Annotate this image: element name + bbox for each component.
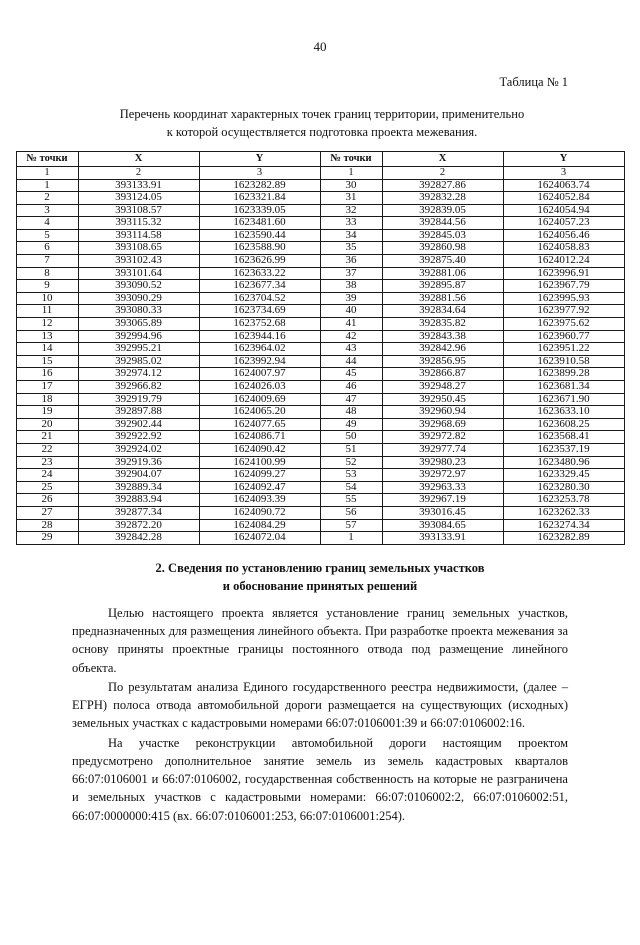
cell-point-left: 21 <box>16 431 78 444</box>
cell-x-left: 392919.36 <box>78 456 199 469</box>
cell-x-left: 392919.79 <box>78 393 199 406</box>
section-heading <box>70 559 570 595</box>
cell-point-right: 50 <box>320 431 382 444</box>
cell-y-left: 1623321.84 <box>199 192 320 205</box>
cell-y-right: 1624057.23 <box>503 217 624 230</box>
table-row <box>16 431 624 444</box>
table-row <box>16 192 624 205</box>
cell-point-left: 15 <box>16 355 78 368</box>
cell-point-right: 57 <box>320 519 382 532</box>
cell-y-left: 1624084.29 <box>199 519 320 532</box>
cell-y-right: 1623671.90 <box>503 393 624 406</box>
cell-point-left: 27 <box>16 506 78 519</box>
cell-x-right: 392963.33 <box>382 481 503 494</box>
column-header-x-left: X <box>78 151 199 166</box>
cell-x-left: 393090.52 <box>78 280 199 293</box>
cell-x-left: 393133.91 <box>78 179 199 192</box>
table-row <box>16 456 624 469</box>
cell-x-right: 392948.27 <box>382 381 503 394</box>
cell-x-right: 392866.87 <box>382 368 503 381</box>
paragraph-egrn-analysis: По результатам анализа Единого государственного реестра недвижимости, (далее – ЕГРН) полоса отвода автомобильной дороги размещается на существующих (исходных) земельных участках с кадастровыми номерами 66:07:0106001:39 и 66:07:0106002:16. <box>72 679 568 731</box>
cell-point-right: 47 <box>320 393 382 406</box>
column-number-1: 1 <box>16 166 78 179</box>
table-title <box>74 106 570 142</box>
cell-point-left: 5 <box>16 229 78 242</box>
cell-x-left: 393102.43 <box>78 255 199 268</box>
cell-x-right: 393133.91 <box>382 532 503 545</box>
cell-y-right: 1624054.94 <box>503 204 624 217</box>
cell-x-right: 392972.82 <box>382 431 503 444</box>
cell-point-right: 34 <box>320 229 382 242</box>
column-number-2: 2 <box>78 166 199 179</box>
cell-y-right: 1624056.46 <box>503 229 624 242</box>
cell-x-right: 392856.95 <box>382 355 503 368</box>
cell-x-right: 392845.03 <box>382 229 503 242</box>
table-row <box>16 242 624 255</box>
cell-y-left: 1623481.60 <box>199 217 320 230</box>
cell-y-right: 1623480.96 <box>503 456 624 469</box>
cell-x-left: 392897.88 <box>78 406 199 419</box>
cell-y-left: 1623734.69 <box>199 305 320 318</box>
cell-y-right: 1623960.77 <box>503 330 624 343</box>
cell-x-left: 392985.02 <box>78 355 199 368</box>
cell-x-left: 393065.89 <box>78 318 199 331</box>
cell-point-right: 51 <box>320 443 382 456</box>
cell-x-left: 392877.34 <box>78 506 199 519</box>
cell-x-left: 393115.32 <box>78 217 199 230</box>
cell-x-left: 393114.58 <box>78 229 199 242</box>
cell-point-left: 14 <box>16 343 78 356</box>
cell-y-left: 1623944.16 <box>199 330 320 343</box>
paragraph-additional-land: На участке реконструкции автомобильной дороги настоящим проектом предусмотрено дополнительное занятие земель из земель кадастровых кварталов 66:07:0106001 и 66:07:0106002, государственная собственность на которые не разграничена и земельных участков с кадастровыми номерами: 66:07:0106002:2, 66:07:0106002:51, 66:07:0000000:415 (вх. 66:07:0106001:253, 66:07:0106001:254). <box>72 735 568 823</box>
cell-y-right: 1623253.78 <box>503 494 624 507</box>
cell-point-right: 39 <box>320 292 382 305</box>
table-title-line-1: Перечень координат характерных точек границ территории, применительно <box>119 107 525 121</box>
cell-x-right: 392839.05 <box>382 204 503 217</box>
cell-point-left: 29 <box>16 532 78 545</box>
cell-point-right: 1 <box>320 532 382 545</box>
cell-x-left: 392995.21 <box>78 343 199 356</box>
table-row <box>16 418 624 431</box>
cell-point-right: 36 <box>320 255 382 268</box>
table-row <box>16 343 624 356</box>
cell-y-left: 1623677.34 <box>199 280 320 293</box>
table-row <box>16 267 624 280</box>
cell-y-left: 1624077.65 <box>199 418 320 431</box>
cell-y-left: 1624009.69 <box>199 393 320 406</box>
cell-point-right: 41 <box>320 318 382 331</box>
cell-point-left: 11 <box>16 305 78 318</box>
cell-y-left: 1623590.44 <box>199 229 320 242</box>
cell-point-right: 32 <box>320 204 382 217</box>
table-row <box>16 406 624 419</box>
cell-point-right: 44 <box>320 355 382 368</box>
cell-y-right: 1623262.33 <box>503 506 624 519</box>
paragraph-purpose: Целью настоящего проекта является установление границ земельных участков, предназначенных для размещения линейного объекта. При разработке проекта межевания за основу приняты проектные границы постоянного отвода под размещение линейного объекта. <box>72 605 568 675</box>
cell-y-left: 1624026.03 <box>199 381 320 394</box>
cell-y-left: 1623282.89 <box>199 179 320 192</box>
cell-point-right: 35 <box>320 242 382 255</box>
section-heading-line-2: и обоснование принятых решений <box>222 578 418 593</box>
table-row <box>16 393 624 406</box>
cell-y-right: 1623899.28 <box>503 368 624 381</box>
cell-x-left: 392922.92 <box>78 431 199 444</box>
cell-point-left: 20 <box>16 418 78 431</box>
table-row <box>16 355 624 368</box>
cell-y-right: 1623280.30 <box>503 481 624 494</box>
table-row <box>16 280 624 293</box>
cell-x-right: 392875.40 <box>382 255 503 268</box>
cell-y-left: 1623339.05 <box>199 204 320 217</box>
cell-x-right: 393084.65 <box>382 519 503 532</box>
cell-point-left: 17 <box>16 381 78 394</box>
table-row <box>16 506 624 519</box>
cell-point-left: 10 <box>16 292 78 305</box>
cell-y-right: 1623977.92 <box>503 305 624 318</box>
cell-point-left: 24 <box>16 469 78 482</box>
table-row <box>16 330 624 343</box>
cell-point-right: 53 <box>320 469 382 482</box>
coordinates-table <box>16 151 625 545</box>
cell-x-left: 392883.94 <box>78 494 199 507</box>
table-head <box>16 151 624 179</box>
cell-x-left: 393080.33 <box>78 305 199 318</box>
cell-y-right: 1623681.34 <box>503 381 624 394</box>
cell-y-right: 1623975.62 <box>503 318 624 331</box>
table-row <box>16 519 624 532</box>
cell-x-right: 392980.23 <box>382 456 503 469</box>
cell-y-right: 1623568.41 <box>503 431 624 444</box>
cell-y-right: 1623608.25 <box>503 418 624 431</box>
cell-point-right: 56 <box>320 506 382 519</box>
cell-y-left: 1624007.97 <box>199 368 320 381</box>
table-row <box>16 481 624 494</box>
table-row <box>16 318 624 331</box>
cell-x-right: 392895.87 <box>382 280 503 293</box>
cell-y-left: 1623704.52 <box>199 292 320 305</box>
table-row <box>16 532 624 545</box>
cell-x-right: 392881.06 <box>382 267 503 280</box>
cell-y-left: 1624099.27 <box>199 469 320 482</box>
column-header-point-left: № точки <box>16 151 78 166</box>
cell-y-right: 1623537.19 <box>503 443 624 456</box>
cell-x-right: 392960.94 <box>382 406 503 419</box>
cell-point-left: 25 <box>16 481 78 494</box>
cell-y-right: 1623274.34 <box>503 519 624 532</box>
cell-point-left: 4 <box>16 217 78 230</box>
cell-y-left: 1624093.39 <box>199 494 320 507</box>
cell-x-right: 392881.56 <box>382 292 503 305</box>
cell-point-left: 16 <box>16 368 78 381</box>
cell-point-right: 49 <box>320 418 382 431</box>
table-row <box>16 292 624 305</box>
column-header-y-right: Y <box>503 151 624 166</box>
table-row <box>16 381 624 394</box>
cell-x-left: 393108.57 <box>78 204 199 217</box>
cell-y-right: 1624012.24 <box>503 255 624 268</box>
table-row <box>16 229 624 242</box>
cell-x-left: 392872.20 <box>78 519 199 532</box>
cell-x-left: 392902.44 <box>78 418 199 431</box>
cell-point-right: 37 <box>320 267 382 280</box>
cell-point-left: 18 <box>16 393 78 406</box>
cell-x-left: 392889.34 <box>78 481 199 494</box>
cell-point-left: 3 <box>16 204 78 217</box>
cell-y-right: 1623951.22 <box>503 343 624 356</box>
cell-y-left: 1623626.99 <box>199 255 320 268</box>
cell-point-left: 19 <box>16 406 78 419</box>
cell-x-right: 392844.56 <box>382 217 503 230</box>
cell-y-left: 1623964.02 <box>199 343 320 356</box>
cell-x-right: 392967.19 <box>382 494 503 507</box>
cell-point-left: 28 <box>16 519 78 532</box>
cell-x-left: 393108.65 <box>78 242 199 255</box>
cell-point-left: 7 <box>16 255 78 268</box>
cell-point-left: 6 <box>16 242 78 255</box>
cell-point-right: 54 <box>320 481 382 494</box>
column-header-y-left: Y <box>199 151 320 166</box>
cell-point-left: 26 <box>16 494 78 507</box>
cell-point-right: 52 <box>320 456 382 469</box>
column-header-x-right: X <box>382 151 503 166</box>
cell-y-right: 1624063.74 <box>503 179 624 192</box>
cell-y-left: 1623992.94 <box>199 355 320 368</box>
cell-x-left: 393090.29 <box>78 292 199 305</box>
cell-x-right: 392843.38 <box>382 330 503 343</box>
cell-y-right: 1623995.93 <box>503 292 624 305</box>
table-row <box>16 469 624 482</box>
cell-y-left: 1624072.04 <box>199 532 320 545</box>
cell-y-left: 1624092.47 <box>199 481 320 494</box>
cell-x-left: 392966.82 <box>78 381 199 394</box>
cell-x-right: 392835.82 <box>382 318 503 331</box>
cell-x-left: 392974.12 <box>78 368 199 381</box>
cell-point-right: 30 <box>320 179 382 192</box>
table-body <box>16 179 624 544</box>
cell-point-left: 13 <box>16 330 78 343</box>
table-row <box>16 179 624 192</box>
cell-x-right: 392968.69 <box>382 418 503 431</box>
cell-point-right: 31 <box>320 192 382 205</box>
cell-x-right: 392834.64 <box>382 305 503 318</box>
cell-x-right: 392832.28 <box>382 192 503 205</box>
column-header-point-right: № точки <box>320 151 382 166</box>
cell-point-right: 38 <box>320 280 382 293</box>
table-row <box>16 305 624 318</box>
column-number-3: 3 <box>199 166 320 179</box>
cell-x-right: 392972.97 <box>382 469 503 482</box>
table-title-line-2: к которой осуществляется подготовка проекта межевания. <box>166 124 478 139</box>
table-row <box>16 443 624 456</box>
column-number-6: 3 <box>503 166 624 179</box>
cell-point-left: 9 <box>16 280 78 293</box>
cell-y-right: 1623910.58 <box>503 355 624 368</box>
cell-x-left: 392842.28 <box>78 532 199 545</box>
cell-point-right: 45 <box>320 368 382 381</box>
cell-y-right: 1624058.83 <box>503 242 624 255</box>
cell-y-right: 1623329.45 <box>503 469 624 482</box>
cell-x-left: 393124.05 <box>78 192 199 205</box>
table-header-row <box>16 151 624 166</box>
column-number-5: 2 <box>382 166 503 179</box>
cell-y-right: 1623633.10 <box>503 406 624 419</box>
cell-point-left: 8 <box>16 267 78 280</box>
cell-y-left: 1624090.42 <box>199 443 320 456</box>
cell-point-right: 46 <box>320 381 382 394</box>
cell-point-right: 42 <box>320 330 382 343</box>
table-row <box>16 217 624 230</box>
cell-x-right: 392950.45 <box>382 393 503 406</box>
cell-point-left: 2 <box>16 192 78 205</box>
cell-y-left: 1623588.90 <box>199 242 320 255</box>
cell-x-right: 392842.96 <box>382 343 503 356</box>
cell-x-right: 392827.86 <box>382 179 503 192</box>
cell-point-left: 1 <box>16 179 78 192</box>
table-row <box>16 494 624 507</box>
table-row <box>16 368 624 381</box>
table-label: Таблица № 1 <box>499 75 568 89</box>
cell-y-left: 1623633.22 <box>199 267 320 280</box>
document-page <box>0 40 640 945</box>
table-numbering-row <box>16 166 624 179</box>
cell-y-right: 1623996.91 <box>503 267 624 280</box>
cell-y-right: 1624052.84 <box>503 192 624 205</box>
cell-x-right: 392860.98 <box>382 242 503 255</box>
section-heading-line-1: 2. Сведения по установлению границ земельных участков <box>155 560 485 575</box>
cell-point-right: 33 <box>320 217 382 230</box>
cell-y-right: 1623967.79 <box>503 280 624 293</box>
cell-point-left: 22 <box>16 443 78 456</box>
cell-y-left: 1624065.20 <box>199 406 320 419</box>
cell-y-left: 1624100.99 <box>199 456 320 469</box>
table-row <box>16 255 624 268</box>
cell-point-right: 48 <box>320 406 382 419</box>
cell-point-right: 43 <box>320 343 382 356</box>
cell-point-right: 40 <box>320 305 382 318</box>
cell-x-right: 393016.45 <box>382 506 503 519</box>
cell-x-right: 392977.74 <box>382 443 503 456</box>
cell-x-left: 392904.07 <box>78 469 199 482</box>
cell-point-right: 55 <box>320 494 382 507</box>
page-number: 40 <box>313 39 327 54</box>
column-number-4: 1 <box>320 166 382 179</box>
cell-x-left: 393101.64 <box>78 267 199 280</box>
cell-y-left: 1624086.71 <box>199 431 320 444</box>
cell-y-left: 1623752.68 <box>199 318 320 331</box>
cell-point-left: 12 <box>16 318 78 331</box>
cell-x-left: 392994.96 <box>78 330 199 343</box>
cell-x-left: 392924.02 <box>78 443 199 456</box>
cell-y-right: 1623282.89 <box>503 532 624 545</box>
cell-y-left: 1624090.72 <box>199 506 320 519</box>
table-row <box>16 204 624 217</box>
cell-point-left: 23 <box>16 456 78 469</box>
